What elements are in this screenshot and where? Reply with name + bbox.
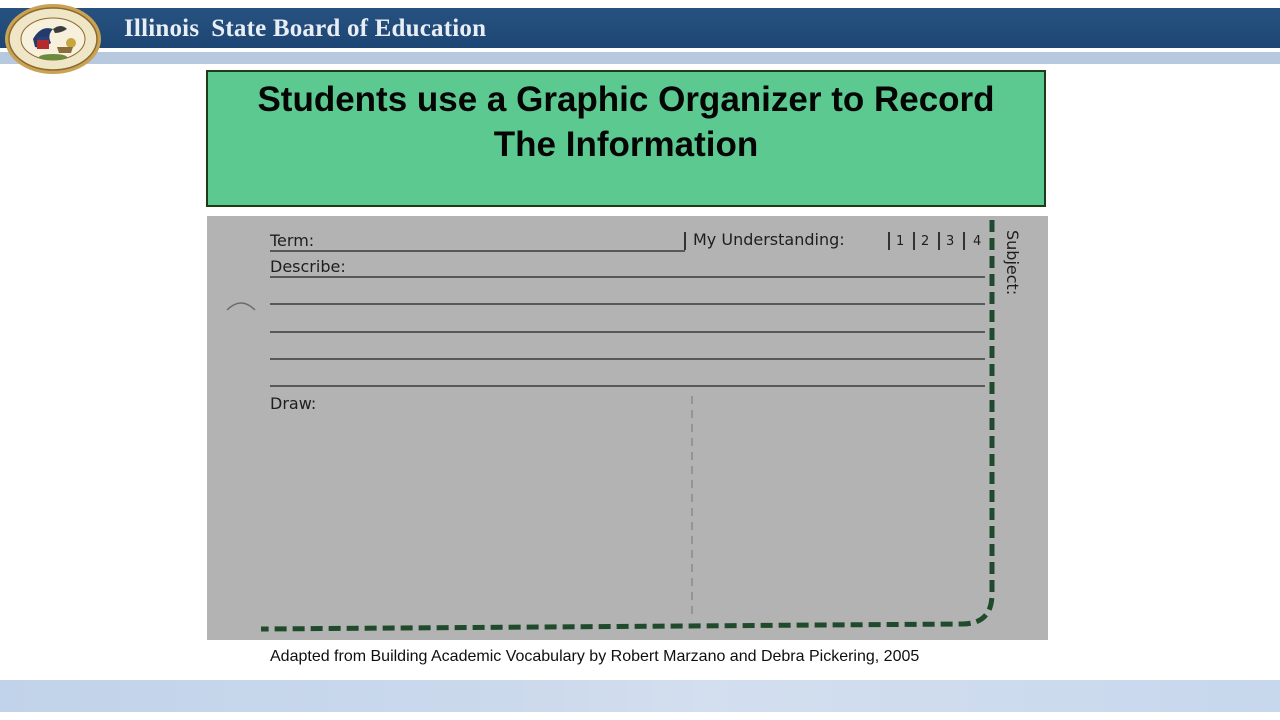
slide-title-line-1: Students use a Graphic Organizer to Record bbox=[257, 80, 995, 119]
hole-punch-mark bbox=[227, 303, 255, 310]
org-title-word-1: Illinois bbox=[124, 15, 200, 42]
graphic-organizer-image bbox=[207, 216, 1048, 640]
graphic-organizer-drawing bbox=[207, 216, 1048, 640]
term-label: Term: bbox=[270, 231, 315, 250]
header-stripe bbox=[0, 52, 1280, 64]
dashed-border bbox=[261, 220, 992, 629]
rating-1: 1 bbox=[896, 234, 905, 249]
slide-title-line-2: The Information bbox=[493, 125, 759, 164]
slide-title-box bbox=[206, 70, 1046, 207]
source-caption: Adapted from Building Academic Vocabulary by Robert Marzano and Debra Pickering, 2005 bbox=[270, 648, 920, 665]
subject-label: Subject: bbox=[1003, 230, 1022, 296]
rating-3: 3 bbox=[946, 234, 955, 249]
rating-4: 4 bbox=[973, 234, 982, 249]
slide-title bbox=[208, 77, 1044, 167]
describe-label: Describe: bbox=[270, 257, 346, 276]
footer-bar bbox=[0, 680, 1280, 712]
illinois-seal-icon bbox=[3, 3, 101, 75]
understanding-label: My Understanding: bbox=[693, 230, 845, 249]
rating-2: 2 bbox=[921, 234, 930, 249]
org-title bbox=[124, 15, 486, 43]
draw-label: Draw: bbox=[270, 394, 317, 413]
org-title-word-2: State Board of Education bbox=[211, 15, 487, 42]
